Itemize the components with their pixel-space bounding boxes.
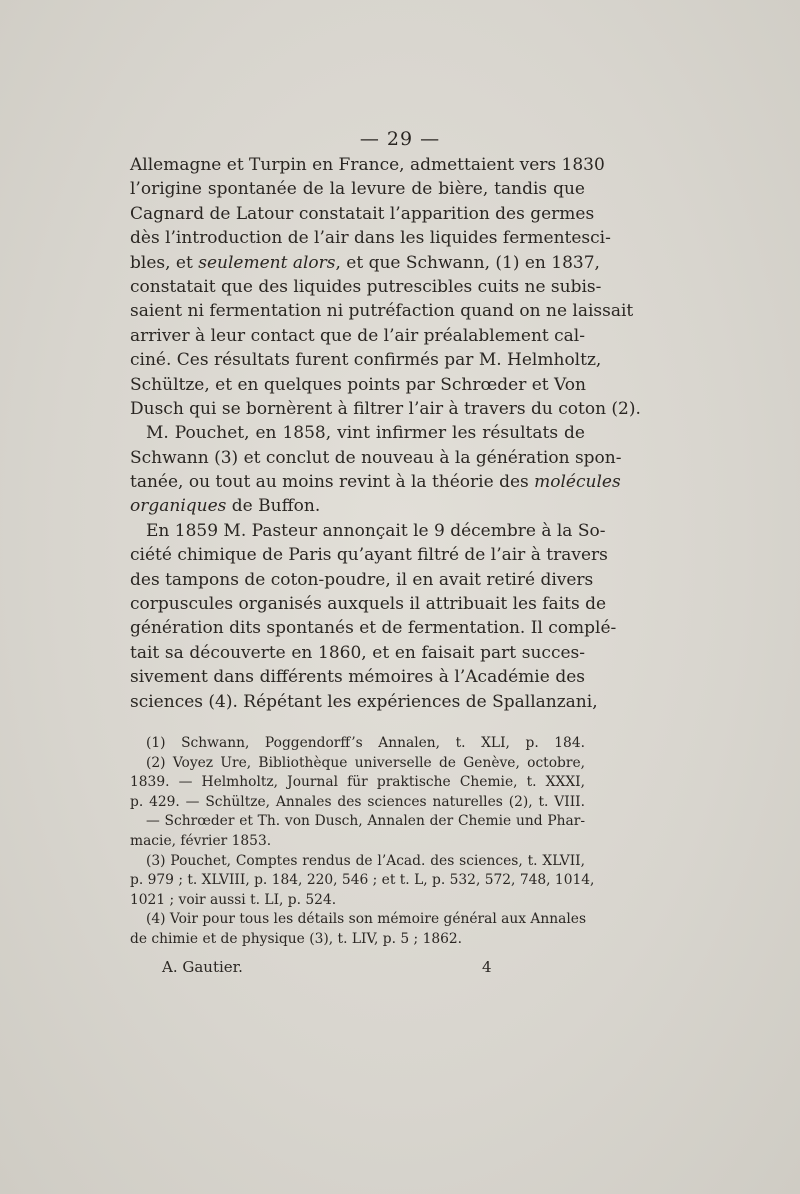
body-line: saient ni fermentation ni putréfaction quand on ne laissait [130, 301, 634, 322]
body-text-run: bles, et [130, 252, 199, 273]
body-line [130, 470, 621, 494]
body-line: Schwann (3) et conclut de nouveau à la génération spon- [130, 447, 622, 468]
body-line: ciné. Ces résultats furent confirmés par M. Helmholtz, [130, 350, 602, 371]
body-line: sciences (4). Répétant les expériences de Spallanzani, [130, 691, 598, 712]
footnote-line: 1021 ; voir aussi t. LI, p. 524. [130, 891, 337, 908]
body-line [130, 251, 600, 275]
body-line: Cagnard de Latour constatait l’apparition des germes [130, 203, 595, 224]
body-line: Dusch qui se bornèrent à filtrer l’air à travers du coton (2). [130, 398, 641, 419]
footnote-line: (3) Pouchet, Comptes rendus de l’Acad. des sciences, t. XLVII, [146, 852, 585, 869]
printer-signature: A. Gautier. [162, 958, 243, 976]
body-line: des tampons de coton-poudre, il en avait retiré divers [130, 569, 594, 590]
body-text-run: de Buffon. [226, 496, 321, 517]
body-line [130, 494, 585, 518]
body-text [130, 153, 641, 714]
footnote-line: p. 979 ; t. XLVIII, p. 184, 220, 546 ; et t. L, p. 532, 572, 748, 1014, [130, 872, 595, 889]
body-line: arriver à leur contact que de l’air préalablement cal- [130, 325, 585, 346]
body-line: tait sa découverte en 1860, et en faisait part succes- [130, 642, 585, 663]
body-line: Allemagne et Turpin en France, admettaient vers 1830 [130, 155, 605, 175]
footnote-line: 1839. — Helmholtz, Journal für praktische Chemie, t. XXXI, [130, 774, 585, 791]
page-number: — 29 — [359, 128, 441, 150]
body-line: génération dits spontanés et de fermentation. Il complé- [130, 618, 617, 639]
italic-phrase: seulement alors [198, 252, 336, 273]
footnote-line: macie, février 1853. [130, 832, 272, 849]
body-line: ciété chimique de Paris qu’ayant filtré de l’air à travers [130, 545, 608, 566]
footnote-line: p. 429. — Schültze, Annales des sciences naturelles (2), t. VIII. [130, 793, 585, 810]
body-line: M. Pouchet, en 1858, vint infirmer les résultats de [146, 423, 585, 444]
italic-phrase: organiques [130, 496, 227, 517]
footnotes [130, 734, 595, 950]
footnote-line: — Schrœder et Th. von Dusch, Annalen der Chemie und Phar- [146, 813, 585, 830]
footnote-line: de chimie et de physique (3), t. LIV, p. 5 ; 1862. [130, 930, 463, 947]
body-line: sivement dans différents mémoires à l’Académie des [130, 667, 585, 688]
body-text-run: tanée, ou tout au moins revint à la théorie des [130, 472, 535, 493]
body-line: constatait que des liquides putrescibles cuits ne subis- [130, 276, 602, 297]
body-line: Schültze, et en quelques points par Schrœder et Von [130, 374, 586, 395]
body-line: En 1859 M. Pasteur annonçait le 9 décembre à la So- [146, 520, 606, 541]
body-line: l’origine spontanée de la levure de bière, tandis que [130, 179, 585, 200]
signature-mark-number: 4 [482, 958, 492, 976]
italic-phrase: molécules [534, 472, 621, 493]
footnote-line: (4) Voir pour tous les détails son mémoire général aux Annales [146, 911, 587, 928]
body-line: corpuscules organisés auxquels il attribuait les faits de [130, 594, 607, 615]
footnote-line: (2) Voyez Ure, Bibliothèque universelle de Genève, octobre, [146, 754, 585, 771]
body-line: dès l’introduction de l’air dans les liquides fermentesci- [130, 228, 611, 249]
footnote-line: (1) Schwann, Poggendorff’s Annalen, t. XLI, p. 184. [146, 735, 585, 751]
body-text-run: , et que Schwann, (1) en 1837, [335, 252, 600, 273]
